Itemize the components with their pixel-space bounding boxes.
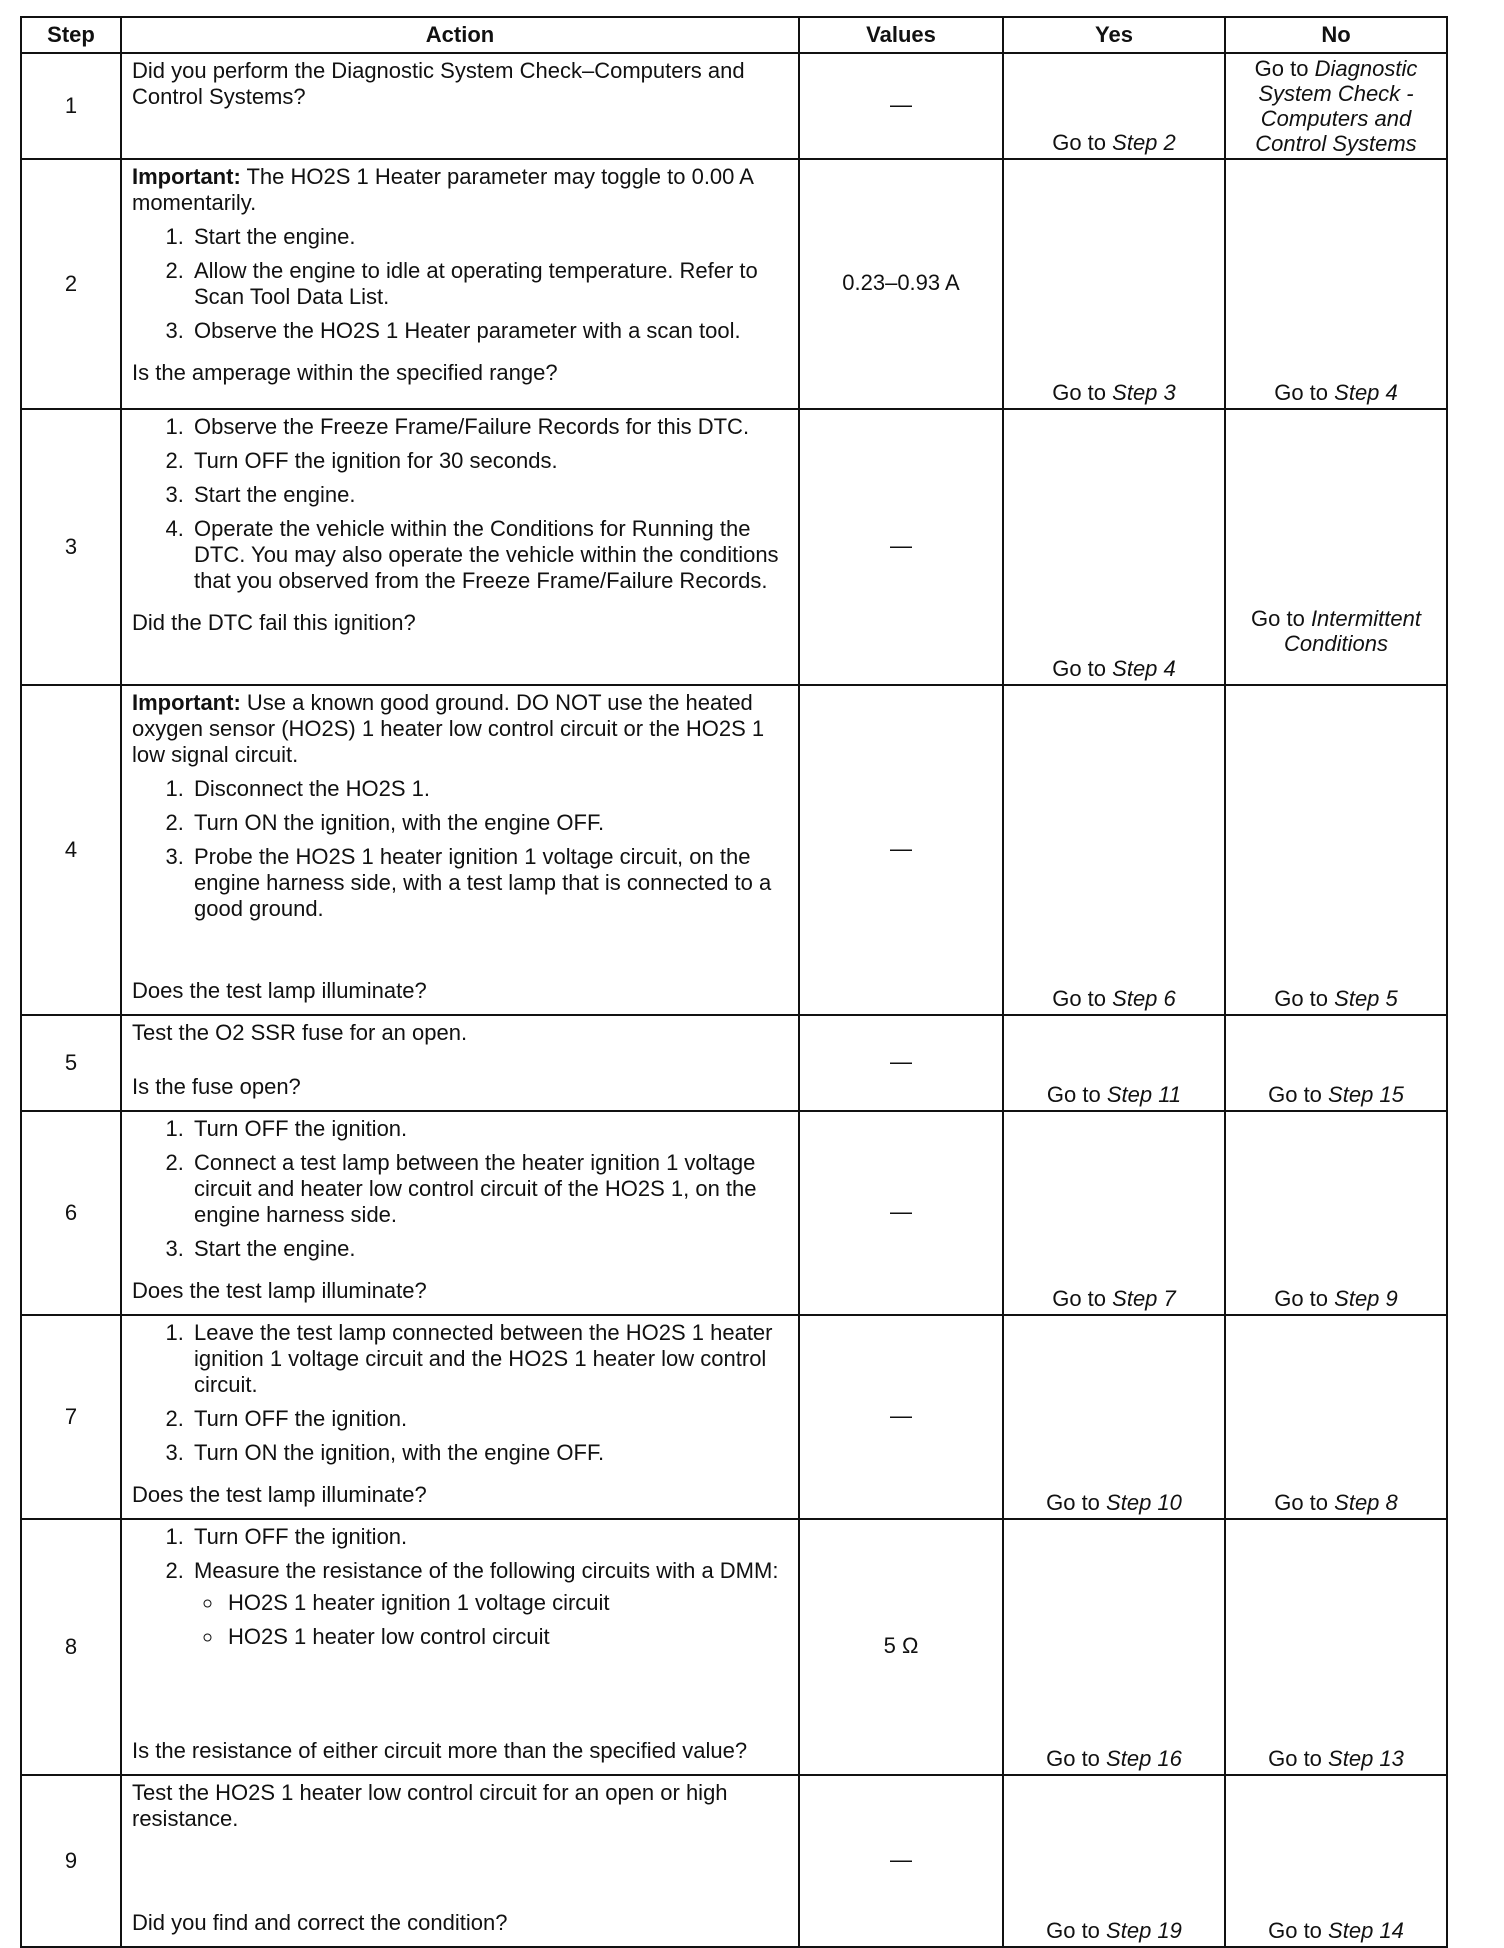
list-item: 1. Disconnect the HO2S 1. <box>190 776 788 802</box>
values-cell: — <box>799 1775 1003 1947</box>
list-item: 3. Start the engine. <box>190 482 788 508</box>
header-action: Action <box>121 17 799 53</box>
list-item: 1. Observe the Freeze Frame/Failure Records for this DTC. <box>190 414 788 440</box>
step-number: 6 <box>21 1111 121 1315</box>
action-steps <box>132 1116 788 1270</box>
action-cell <box>121 53 799 159</box>
action-cell <box>121 685 799 1015</box>
action-question: Is the amperage within the specified range? <box>132 360 558 385</box>
no-cell: Go to Step 9 <box>1225 1111 1447 1315</box>
yes-cell: Go to Step 11 <box>1003 1015 1225 1111</box>
action-cell <box>121 1111 799 1315</box>
table-row <box>21 1519 1447 1775</box>
important-note: Important: The HO2S 1 Heater parameter may toggle to 0.00 A momentarily. <box>132 164 753 215</box>
no-cell: Go to Intermittent Conditions <box>1225 409 1447 685</box>
step-number: 8 <box>21 1519 121 1775</box>
header-step: Step <box>21 17 121 53</box>
step-number: 5 <box>21 1015 121 1111</box>
yes-cell: Go to Step 16 <box>1003 1519 1225 1775</box>
step-number: 7 <box>21 1315 121 1519</box>
table-row <box>21 685 1447 1015</box>
yes-cell: Go to Step 19 <box>1003 1775 1225 1947</box>
table-row <box>21 1315 1447 1519</box>
action-cell <box>121 1519 799 1775</box>
list-item: 3. Start the engine. <box>190 1236 788 1262</box>
step-number: 1 <box>21 53 121 159</box>
no-cell: Go to Step 15 <box>1225 1015 1447 1111</box>
header-values: Values <box>799 17 1003 53</box>
yes-cell: Go to Step 3 <box>1003 159 1225 409</box>
action-steps <box>132 1320 788 1474</box>
yes-cell: Go to Step 2 <box>1003 53 1225 159</box>
diagnostic-table <box>20 16 1448 1948</box>
circuit-list <box>194 1590 788 1650</box>
list-item: 2. Turn OFF the ignition for 30 seconds. <box>190 448 788 474</box>
action-question: Did you perform the Diagnostic System Check–Computers and Control Systems? <box>132 58 745 109</box>
table-row <box>21 53 1447 159</box>
list-item: 4. Operate the vehicle within the Conditions for Running the DTC. You may also operate the vehicle within the conditions that you observed from the Freeze Frame/Failure Records. <box>190 516 788 594</box>
action-cell <box>121 159 799 409</box>
list-item: 3. Observe the HO2S 1 Heater parameter with a scan tool. <box>190 318 788 344</box>
values-cell: — <box>799 53 1003 159</box>
step-number: 4 <box>21 685 121 1015</box>
list-item: 2. Turn ON the ignition, with the engine OFF. <box>190 810 788 836</box>
no-cell: Go to Step 14 <box>1225 1775 1447 1947</box>
action-cell <box>121 409 799 685</box>
list-item: 2. Turn OFF the ignition. <box>190 1406 788 1432</box>
values-cell: — <box>799 1015 1003 1111</box>
important-note: Important: Use a known good ground. DO NOT use the heated oxygen sensor (HO2S) 1 heater low control circuit or the HO2S 1 low signal circuit. <box>132 690 765 767</box>
yes-cell: Go to Step 4 <box>1003 409 1225 685</box>
action-question: Did you find and correct the condition? <box>132 1910 508 1935</box>
yes-cell: Go to Step 10 <box>1003 1315 1225 1519</box>
no-cell: Go to Step 4 <box>1225 159 1447 409</box>
action-steps <box>132 1524 788 1658</box>
action-intro: Test the O2 SSR fuse for an open. <box>132 1020 468 1045</box>
action-question: Is the resistance of either circuit more than the specified value? <box>132 1738 748 1763</box>
list-item: 3. Turn ON the ignition, with the engine OFF. <box>190 1440 788 1466</box>
values-cell: — <box>799 1315 1003 1519</box>
values-cell: — <box>799 1111 1003 1315</box>
action-question: Did the DTC fail this ignition? <box>132 610 416 635</box>
header-row <box>21 17 1447 53</box>
action-steps <box>132 224 788 352</box>
list-item: 1. Turn OFF the ignition. <box>190 1116 788 1142</box>
no-cell: Go to Step 5 <box>1225 685 1447 1015</box>
list-item: 1. Leave the test lamp connected between the HO2S 1 heater ignition 1 voltage circuit and the HO2S 1 heater low control circuit. <box>190 1320 788 1398</box>
yes-cell: Go to Step 7 <box>1003 1111 1225 1315</box>
list-item: ◦ HO2S 1 heater low control circuit <box>224 1624 788 1650</box>
table-row <box>21 409 1447 685</box>
values-cell: — <box>799 685 1003 1015</box>
action-question: Does the test lamp illuminate? <box>132 978 427 1003</box>
no-cell: Go to Step 8 <box>1225 1315 1447 1519</box>
list-item: 2. Allow the engine to idle at operating temperature. Refer to Scan Tool Data List. <box>190 258 788 310</box>
action-steps <box>132 776 788 930</box>
action-cell <box>121 1015 799 1111</box>
list-item: 1. Start the engine. <box>190 224 788 250</box>
no-cell: Go to Step 13 <box>1225 1519 1447 1775</box>
action-question: Does the test lamp illuminate? <box>132 1278 427 1303</box>
action-steps <box>132 414 788 602</box>
list-item: 3. Probe the HO2S 1 heater ignition 1 voltage circuit, on the engine harness side, with a test lamp that is connected to a good ground. <box>190 844 788 922</box>
step-number: 2 <box>21 159 121 409</box>
list-item: 2. Measure the resistance of the following circuits with a DMM: ◦ HO2S 1 heater ignition 1 voltage circuit ◦ HO2S 1 heater low control circuit <box>190 1558 788 1650</box>
list-item: 2. Connect a test lamp between the heater ignition 1 voltage circuit and heater low control circuit of the HO2S 1, on the engine harness side. <box>190 1150 788 1228</box>
list-item: ◦ HO2S 1 heater ignition 1 voltage circuit <box>224 1590 788 1616</box>
values-cell: — <box>799 409 1003 685</box>
table-row <box>21 159 1447 409</box>
header-no: No <box>1225 17 1447 53</box>
action-cell <box>121 1775 799 1947</box>
no-cell: Go to Diagnostic System Check - Computers and Control Systems <box>1225 53 1447 159</box>
action-question: Is the fuse open? <box>132 1074 301 1099</box>
table-row <box>21 1015 1447 1111</box>
step-number: 9 <box>21 1775 121 1947</box>
values-cell: 0.23–0.93 A <box>799 159 1003 409</box>
list-item: 1. Turn OFF the ignition. <box>190 1524 788 1550</box>
values-cell: 5 Ω <box>799 1519 1003 1775</box>
action-cell <box>121 1315 799 1519</box>
action-intro: Test the HO2S 1 heater low control circuit for an open or high resistance. <box>132 1780 728 1831</box>
yes-cell: Go to Step 6 <box>1003 685 1225 1015</box>
action-question: Does the test lamp illuminate? <box>132 1482 427 1507</box>
step-number: 3 <box>21 409 121 685</box>
table-row <box>21 1775 1447 1947</box>
header-yes: Yes <box>1003 17 1225 53</box>
table-row <box>21 1111 1447 1315</box>
